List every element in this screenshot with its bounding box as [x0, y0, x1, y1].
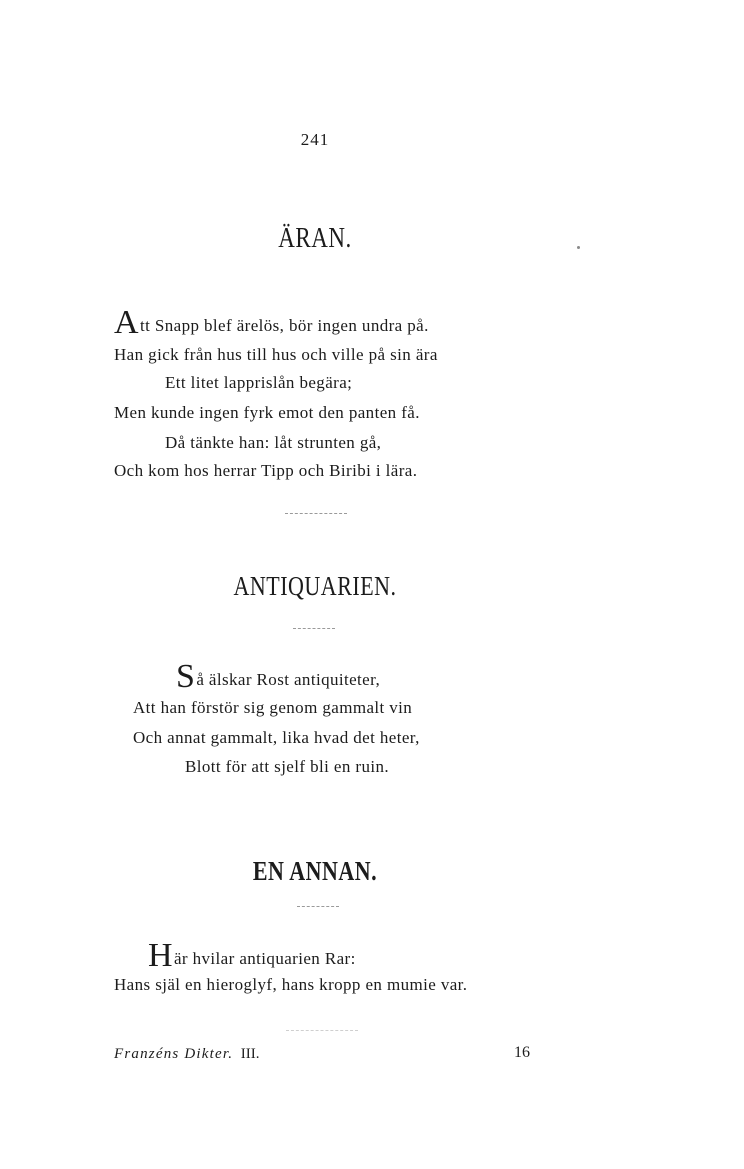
paper-speck — [577, 246, 580, 249]
verse-line: Hans själ en hieroglyf, hans kropp en mumie var. — [114, 975, 468, 994]
verse-line: Blott för att sjelf bli en ruin. — [185, 757, 390, 776]
poem-title-antiquarien: ANTIQUARIEN. — [233, 570, 397, 602]
verse-text: är hvilar antiquarien Rar: — [173, 949, 356, 968]
verse-line — [148, 939, 356, 973]
title-rule — [293, 628, 335, 629]
footer-sheet-number: 16 — [514, 1044, 530, 1061]
drop-cap: H — [148, 937, 173, 974]
bottom-rule — [286, 1030, 358, 1031]
page-number: 241 — [300, 130, 330, 149]
drop-cap: A — [114, 304, 139, 341]
poem-title-en-annan: EN ANNAN. — [252, 855, 378, 887]
verse-line: Han gick från hus till hus och ville på sin ära — [114, 345, 438, 364]
verse-text: å älskar Rost antiquiteter, — [196, 670, 381, 689]
verse-line: Och annat gammalt, lika hvad det heter, — [133, 728, 420, 747]
title-rule — [297, 906, 339, 907]
verse-line — [114, 306, 429, 340]
footer-volume: III. — [240, 1046, 260, 1062]
footer-signature-line — [114, 1046, 259, 1063]
verse-line — [176, 660, 380, 694]
verse-text: tt Snapp blef ärelös, bör ingen undra på. — [139, 316, 429, 335]
verse-line: Men kunde ingen fyrk emot den panten få. — [114, 403, 420, 422]
footer-author: Franzéns Dikter. — [114, 1046, 234, 1062]
verse-line: Att han förstör sig genom gammalt vin — [133, 698, 413, 717]
section-divider — [285, 513, 347, 514]
verse-line: Och kom hos herrar Tipp och Biribi i lära. — [114, 461, 418, 480]
drop-cap: S — [176, 658, 196, 695]
verse-line: Då tänkte han: låt strunten gå, — [165, 433, 382, 452]
poem-title-aran: ÄRAN. — [278, 222, 352, 254]
verse-line: Ett litet lapprislån begära; — [165, 373, 353, 392]
